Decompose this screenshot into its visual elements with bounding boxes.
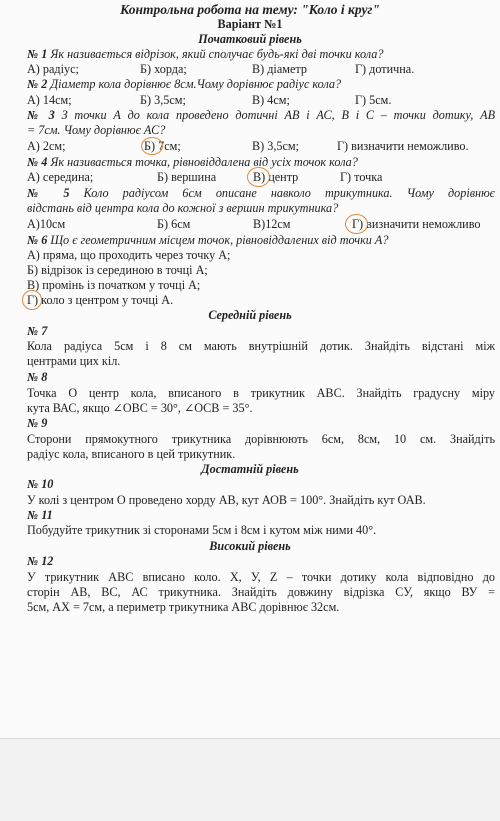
question-7-line-1: Кола радіуса 5см і 8 см мають внутрішній дотик. Знайдіть відстані між xyxy=(27,339,495,353)
question-12-line-1: У трикутник АВС вписано коло. Х, У, Z – точки дотику кола відповідно до xyxy=(27,570,495,584)
question-11-text: Побудуйте трикутник зі сторонами 5см і 8см і кутом між ними 40°. xyxy=(27,523,377,537)
question-7-line-2: центрами цих кіл. xyxy=(27,354,121,368)
question-5-line-2: відстань від центра кола до кожної з вершин трикутника? xyxy=(27,201,339,215)
question-6: № 6 Що є геометричним місцем точок, рівновіддалених від точки А? xyxy=(27,233,389,247)
q4-option-d[interactable]: Г) точка xyxy=(340,170,383,184)
answer-circle-mark xyxy=(345,214,368,234)
question-5-line-1: № 5 Коло радіусом 6см описане навколо трикутника. Чому дорівнює xyxy=(27,186,496,200)
question-11-number: № 11 xyxy=(27,508,53,522)
question-2: № 2 Діаметр кола дорівнює 8см.Чому дорівнює радіус кола? xyxy=(27,77,342,91)
q6-option-d[interactable]: Г) коло з центром у точці А. xyxy=(27,293,174,307)
answer-circle-mark xyxy=(141,137,163,155)
question-12-number: № 12 xyxy=(27,554,54,568)
q5-option-d[interactable]: Г) визначити неможливо xyxy=(352,217,481,231)
question-9-number: № 9 xyxy=(27,416,48,430)
q4-option-c[interactable]: В) центр xyxy=(253,170,299,184)
question-10-text: У колі з центром О проведено хорду АВ, кут АОВ = 100°. Знайдіть кут ОАВ. xyxy=(27,493,426,507)
q6-option-b[interactable]: Б) відрізок із серединою в точці А; xyxy=(27,263,208,277)
section-heading-sufficient: Достатній рівень xyxy=(201,462,299,476)
page-footer-area xyxy=(0,738,500,821)
q5-option-a[interactable]: А)10см xyxy=(27,217,66,231)
question-12-line-3: 5см, АХ = 7см, а периметр трикутника АВС дорівнює 32см. xyxy=(27,600,340,614)
q2-option-a[interactable]: А) 14см; xyxy=(27,93,72,107)
section-heading-high: Високий рівень xyxy=(209,539,291,553)
section-heading-middle: Середній рівень xyxy=(208,308,292,322)
question-4: № 4 Як називається точка, рівновіддалена від усіх точок кола? xyxy=(27,155,358,169)
variant-heading: Варіант №1 xyxy=(217,17,283,31)
q1-option-d[interactable]: Г) дотична. xyxy=(355,62,415,76)
question-8-number: № 8 xyxy=(27,370,48,384)
answer-circle-mark xyxy=(22,290,42,310)
q3-option-b[interactable]: Б) 7см; xyxy=(144,139,181,153)
answer-circle-mark xyxy=(247,167,270,187)
question-10-number: № 10 xyxy=(27,477,54,491)
q2-option-c[interactable]: В) 4см; xyxy=(252,93,290,107)
question-9-line-1: Сторони прямокутного трикутника дорівнюють 6см, 8см, 10 см. Знайдіть xyxy=(27,432,495,446)
section-heading-initial: Початковий рівень xyxy=(198,32,302,46)
q2-option-b[interactable]: Б) 3,5см; xyxy=(140,93,186,107)
question-number: № 1 xyxy=(27,47,48,61)
q3-option-d[interactable]: Г) визначити неможливо. xyxy=(337,139,469,153)
question-12-line-2: сторін АВ, ВС, АС трикутника. Знайдіть довжину відрізка СУ, якщо ВУ = xyxy=(27,585,495,599)
q4-option-a[interactable]: А) середина; xyxy=(27,170,94,184)
page-title: Контрольна робота на тему: "Коло і круг" xyxy=(120,2,380,17)
q6-option-c[interactable]: В) промінь із початком у точці А; xyxy=(27,278,201,292)
question-8-line-2: кута ВАС, якщо ∠ОВС = 30°, ∠ОСВ = 35°. xyxy=(27,401,253,415)
question-9-line-2: радіус кола, вписаного в цей трикутник. xyxy=(27,447,236,461)
q1-option-a[interactable]: А) радіус; xyxy=(27,62,79,76)
q3-option-a[interactable]: А) 2см; xyxy=(27,139,66,153)
q4-option-b[interactable]: Б) вершина xyxy=(157,170,217,184)
question-3-line-2: = 7см. Чому дорівнює АС? xyxy=(27,123,166,137)
question-8-line-1: Точка О центр кола, вписаного в трикутник АВС. Знайдіть градусну міру xyxy=(27,386,495,400)
q5-option-b[interactable]: Б) 6см xyxy=(157,217,191,231)
question-1: № 1 Як називається відрізок, який сполучає будь-які дві точки кола? xyxy=(27,47,384,61)
q2-option-d[interactable]: Г) 5см. xyxy=(355,93,392,107)
q6-option-a[interactable]: А) пряма, що проходить через точку А; xyxy=(27,248,231,262)
question-7-number: № 7 xyxy=(27,324,48,338)
q5-option-c[interactable]: В)12см xyxy=(253,217,291,231)
q3-option-c[interactable]: В) 3,5см; xyxy=(252,139,299,153)
question-3-line-1: № 3 З точки А до кола проведено дотичні АВ і АС, В і С – точки дотику, АВ xyxy=(27,108,496,122)
q1-option-b[interactable]: Б) хорда; xyxy=(140,62,187,76)
q1-option-c[interactable]: В) діаметр xyxy=(252,62,307,76)
